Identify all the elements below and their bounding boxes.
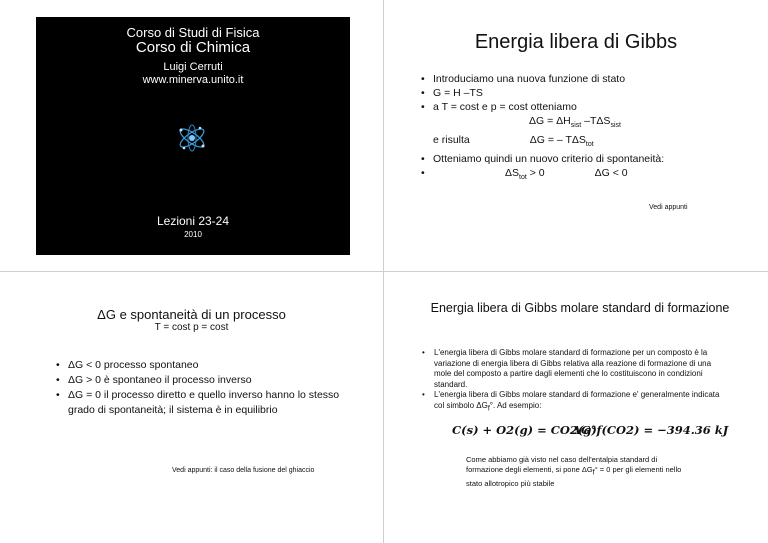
list-item: • L'energia libera di Gibbs molare standard di formazione per un composto è la variazione di energia libera di Gibbs relativa alla reazione di formazione di una mole del composto a partire dagli elementi che lo costituiscono in condizioni standard. xyxy=(422,348,722,390)
list-item: • G = H –TS xyxy=(421,86,741,100)
equation-total: ΔG = – $T\Delta S_{tot}$ xyxy=(529,134,594,149)
list-item: • L'energia libera di Gibbs molare standard di formazione e' generalmente indicata col simbolo $\Delta G_f^\circ$. Ad esempio: xyxy=(422,390,722,415)
course-line: Corso di Studi di Fisica xyxy=(126,25,260,40)
standard-state-note: Come abbiamo già visto nel caso dell'entalpia standard di formazione degli elementi, si pone $\Delta G_f^\circ = 0$ per gli elementi nello stato allotropico più stabile xyxy=(466,455,682,488)
note-vedi-appunti: Vedi appunti xyxy=(649,204,688,211)
molar-gibbs-bullets xyxy=(422,348,722,415)
list-item: • $\Delta S_{tot} > 0$ ΔG < 0 xyxy=(421,166,741,185)
list-item: • a T = cost e p = cost otteniamo $\Delta G = \Delta H_{sist}$ $-T\Delta S_{sist}$ e risulta ΔG = – $T\Delta S_{tot}$ xyxy=(421,100,741,152)
horizontal-divider xyxy=(0,271,768,272)
spontaneity-subtitle: T = cost p = cost xyxy=(154,322,229,333)
list-item: • ΔG < 0 processo spontaneo xyxy=(56,358,356,373)
author: Luigi Cerruti xyxy=(163,61,223,73)
spontaneity-title: ΔG e spontaneità di un processo xyxy=(97,307,286,322)
course-title: Corso di Chimica xyxy=(135,39,251,56)
note-ghiaccio: Vedi appunti: il caso della fusione del ghiaccio xyxy=(172,467,315,474)
title-slide xyxy=(36,17,350,255)
list-item: • Otteniamo quindi un nuovo criterio di spontaneità: xyxy=(421,152,741,166)
gibbs-title: Energia libera di Gibbs xyxy=(474,31,678,53)
website-link[interactable]: www.minerva.unito.it xyxy=(142,74,244,86)
spontaneity-bullets xyxy=(56,358,356,418)
year-label: 2010 xyxy=(184,230,202,239)
lessons-label: Lezioni 23-24 xyxy=(156,214,230,228)
gibbs-value-equation: ΔG°f(CO2) = −394.36 kJ xyxy=(572,423,729,437)
molar-gibbs-title: Energia libera di Gibbs molare standard di formazione xyxy=(430,301,730,315)
reaction-equation: C(s) + O2(g) = CO2(g) xyxy=(452,423,597,437)
atom-icon xyxy=(174,121,210,155)
list-item: • ΔG = 0 il processo diretto e quello inverso hanno lo stesso grado di spontaneità; il sistema è in equilibrio xyxy=(56,388,356,418)
list-item: • ΔG > 0 è spontaneo il processo inverso xyxy=(56,373,356,388)
gibbs-bullets xyxy=(421,72,741,185)
equation-enthalpy: $\Delta G = \Delta H_{sist}$ $-T\Delta S_{sist}$ xyxy=(529,115,621,130)
list-item: • Introduciamo una nuova funzione di stato xyxy=(421,72,741,86)
